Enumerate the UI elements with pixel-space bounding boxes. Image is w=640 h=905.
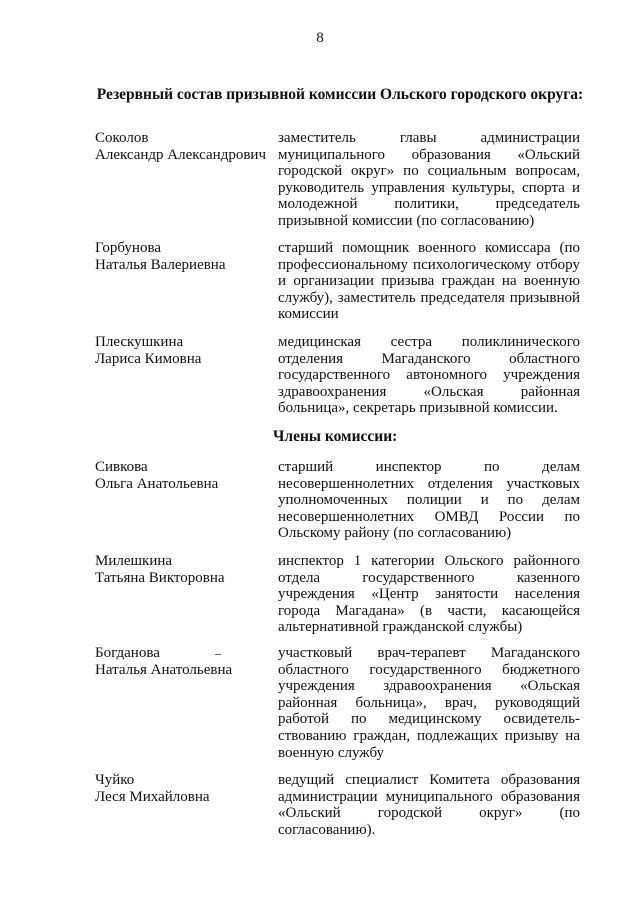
surname: Сивкова (95, 459, 148, 475)
given-name: Леся Михайловна (95, 788, 210, 805)
scan-mark (215, 654, 221, 655)
given-name: Наталья Валериевна (95, 256, 226, 273)
person-name (95, 240, 275, 273)
surname: Плескушкина (95, 334, 184, 350)
person-role: участковый врач-терапевт Магаданского областного государственного бюджетного учреждения здравоохранения «Ольская районная больница», врач, руководящий работой по медицинскому освидетельствованию граждан, подлежащих призыву на военную службу (278, 645, 580, 761)
members-heading: Члены комиссии: (273, 428, 398, 445)
surname: Милешкина (95, 553, 173, 569)
given-name: Татьяна Викторовна (95, 569, 225, 586)
given-name: Ольга Анатольевна (95, 475, 219, 492)
person-role: ведущий специалист Комитета образования администрации муниципального образования «Ольский городской округ» (по согласованию). (278, 772, 580, 838)
person-role: инспектор 1 категории Ольского районного отдела государственного казенного учреждения «Центр занятости населения города Магадана» (в части, касающейся альтернативной гражданской службы) (278, 553, 580, 636)
person-name (95, 645, 275, 678)
person-role: старший инспектор по делам несовершеннолетних отделения участковых уполномоченных полиции и по делам несовершеннолетних ОМВД России по Ольскому району (по согласованию) (278, 459, 580, 542)
surname: Горбунова (95, 240, 161, 256)
page-number: 8 (316, 30, 324, 46)
person-name (95, 553, 275, 586)
given-name: Лариса Кимовна (95, 350, 202, 367)
reserve-heading: Резервный состав призывной комиссии Ольского городского округа: (96, 86, 584, 103)
given-name: Александр Александрович (95, 146, 266, 163)
surname: Соколов (95, 130, 149, 146)
person-role: медицинская сестра поликлинического отделения Магаданского областного государственного автономного учреждения здравоохранения «Ольская районная больница», секретарь призывной комиссии. (278, 334, 580, 417)
person-role: заместитель главы администрации муниципального образования «Ольский городской округ» по социальным вопросам, руководитель управления культуры, спорта и молодежной политики, председатель призывной комиссии (по согласованию) (278, 130, 580, 229)
surname: Чуйко (95, 772, 135, 788)
surname: Богданова (95, 645, 160, 661)
given-name: Наталья Анатольевна (95, 661, 233, 678)
person-name (95, 334, 275, 367)
person-name (95, 459, 275, 492)
person-name (95, 772, 275, 805)
person-role: старший помощник военного комиссара (по профессиональному психологическому отбору и организации призыва граждан на военную службу), заместитель председателя призывной комиссии (278, 240, 580, 323)
person-name (95, 130, 275, 163)
